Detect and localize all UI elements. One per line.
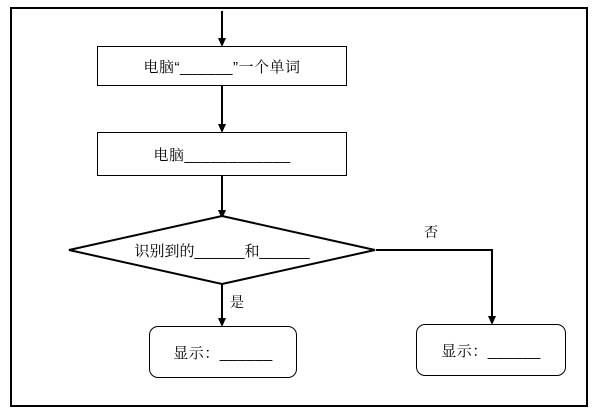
node-decision-1 xyxy=(68,215,376,285)
edge-label-yes xyxy=(230,292,244,312)
node-process-1-label: 电脑“______”一个单词 xyxy=(143,58,301,76)
edge-label-no xyxy=(424,222,438,242)
node-result-no xyxy=(416,324,566,376)
node-result-no-label: 显示：______ xyxy=(441,342,541,360)
node-result-yes xyxy=(149,326,297,378)
node-result-yes-label: 显示：______ xyxy=(173,344,273,362)
node-process-2-label: 电脑____________ xyxy=(153,146,291,164)
node-decision-1-label: 识别到的______和______ xyxy=(134,242,310,260)
node-process-1 xyxy=(97,46,347,86)
node-process-2 xyxy=(97,132,347,176)
edge-label-yes-text: 是 xyxy=(230,294,244,310)
edge-label-no-text: 否 xyxy=(424,224,438,240)
